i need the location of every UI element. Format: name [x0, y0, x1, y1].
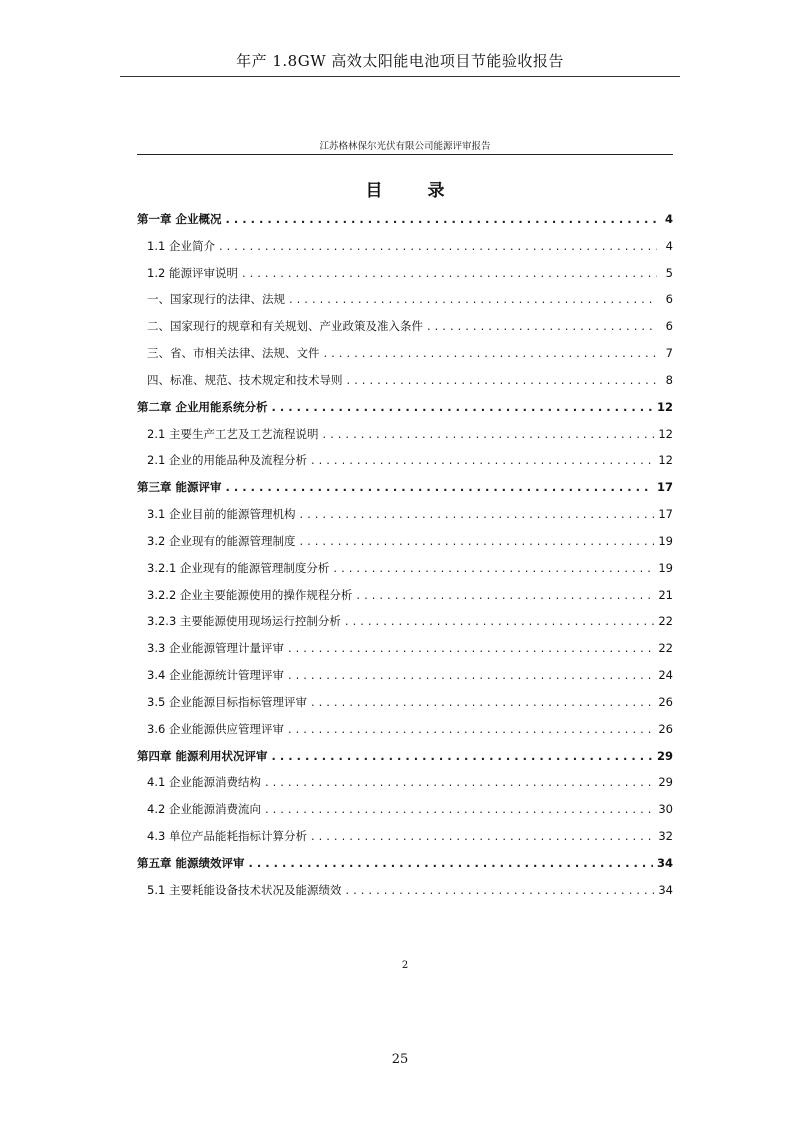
toc-leader-dots: [345, 877, 654, 904]
toc-entry[interactable]: [137, 233, 673, 260]
toc-entry-page: 7: [665, 346, 673, 361]
toc-entry-page: 17: [658, 507, 673, 522]
toc-entry[interactable]: [137, 447, 673, 474]
toc-entry-label: 2.1 主要生产工艺及工艺流程说明: [147, 426, 319, 441]
toc-entry-page: 21: [658, 587, 673, 602]
toc-entry[interactable]: [137, 608, 673, 635]
toc-entry[interactable]: [137, 877, 673, 904]
toc-entry[interactable]: [137, 394, 673, 421]
toc-entry-label: 3.2 企业现有的能源管理制度: [147, 533, 296, 548]
toc-entry-label: 3.1 企业目前的能源管理机构: [147, 507, 296, 522]
toc-leader-dots: [288, 662, 654, 689]
table-of-contents: [137, 206, 673, 904]
toc-entry-label: 4.1 企业能源消费结构: [147, 775, 261, 790]
toc-entry-label: 3.6 企业能源供应管理评审: [147, 721, 284, 736]
toc-entry-label: 第四章 能源利用状况评审: [137, 748, 268, 763]
toc-entry-page: 29: [656, 748, 673, 763]
toc-entry-label: 二、国家现行的规章和有关规划、产业政策及准入条件: [147, 319, 423, 334]
outer-header: 年产 1.8GW 高效太阳能电池项目节能验收报告: [236, 52, 564, 70]
toc-entry[interactable]: [137, 474, 673, 501]
toc-leader-dots: [347, 367, 658, 394]
toc-leader-dots: [311, 689, 654, 716]
toc-entry-label: 1.1 企业简介: [147, 238, 215, 253]
toc-entry-page: 34: [658, 882, 673, 897]
toc-entry[interactable]: [137, 850, 673, 877]
toc-entry[interactable]: [137, 286, 673, 313]
toc-entry[interactable]: [137, 367, 673, 394]
toc-entry-page: 4: [664, 212, 673, 226]
toc-entry-label: 第二章 企业用能系统分析: [137, 399, 268, 414]
toc-entry-label: 三、省、市相关法律、法规、文件: [147, 346, 320, 361]
toc-entry-page: 6: [665, 292, 673, 307]
inner-header-rule: [137, 154, 673, 155]
toc-leader-dots: [219, 233, 657, 260]
toc-entry[interactable]: [137, 340, 673, 367]
toc-entry-label: 第三章 能源评审: [137, 480, 222, 495]
toc-entry-label: 2.1 企业的用能品种及流程分析: [147, 453, 307, 468]
toc-entry-page: 19: [658, 560, 673, 575]
toc-leader-dots: [288, 635, 654, 662]
outer-page-number: 25: [391, 1052, 409, 1067]
toc-leader-dots: [249, 850, 653, 877]
toc-leader-dots: [311, 447, 654, 474]
toc-entry-page: 5: [665, 265, 673, 280]
toc-leader-dots: [299, 528, 654, 555]
toc-entry[interactable]: [137, 501, 673, 528]
toc-leader-dots: [242, 260, 657, 287]
toc-entry-page: 26: [658, 721, 673, 736]
toc-entry-label: 第五章 能源绩效评审: [137, 855, 245, 870]
toc-entry[interactable]: [137, 528, 673, 555]
toc-leader-dots: [333, 555, 654, 582]
toc-entry-label: 四、标准、规范、技术规定和技术导则: [147, 372, 343, 387]
toc-entry-page: 12: [658, 453, 673, 468]
toc-leader-dots: [299, 501, 654, 528]
toc-entry-page: 19: [658, 533, 673, 548]
toc-entry-label: 4.3 单位产品能耗指标计算分析: [147, 829, 307, 844]
toc-entry-label: 4.2 企业能源消费流向: [147, 802, 261, 817]
toc-entry-label: 3.2.2 企业主要能源使用的操作规程分析: [147, 587, 353, 602]
toc-title: 目 录: [365, 181, 459, 201]
toc-entry-label: 一、国家现行的法律、法规: [147, 292, 285, 307]
toc-entry[interactable]: [137, 582, 673, 609]
toc-entry[interactable]: [137, 716, 673, 743]
toc-entry-page: 12: [658, 426, 673, 441]
toc-entry[interactable]: [137, 662, 673, 689]
toc-entry-page: 12: [656, 399, 673, 414]
toc-entry[interactable]: [137, 313, 673, 340]
toc-entry[interactable]: [137, 689, 673, 716]
toc-leader-dots: [356, 582, 654, 609]
toc-entry-page: 29: [658, 775, 673, 790]
toc-entry-page: 6: [665, 319, 673, 334]
toc-entry-label: 5.1 主要耗能设备技术状况及能源绩效: [147, 882, 342, 897]
toc-entry-label: 3.5 企业能源目标指标管理评审: [147, 694, 307, 709]
toc-leader-dots: [311, 823, 654, 850]
toc-entry[interactable]: [137, 206, 673, 233]
toc-leader-dots: [265, 769, 654, 796]
toc-leader-dots: [427, 313, 657, 340]
toc-entry-page: 17: [656, 480, 673, 495]
toc-leader-dots: [289, 286, 657, 313]
outer-header-rule: [120, 76, 680, 77]
toc-entry-page: 8: [665, 372, 673, 387]
toc-entry-page: 32: [658, 829, 673, 844]
inner-header: 江苏格林保尔光伏有限公司能源评审报告: [319, 141, 491, 152]
toc-leader-dots: [226, 474, 653, 501]
toc-entry-page: 30: [658, 802, 673, 817]
inner-page-number: 2: [401, 960, 409, 971]
toc-leader-dots: [272, 743, 653, 770]
toc-entry[interactable]: [137, 421, 673, 448]
toc-leader-dots: [272, 394, 653, 421]
toc-entry[interactable]: [137, 796, 673, 823]
toc-leader-dots: [345, 608, 654, 635]
toc-entry[interactable]: [137, 555, 673, 582]
toc-entry[interactable]: [137, 823, 673, 850]
toc-entry-page: 34: [656, 855, 673, 870]
toc-entry-label: 1.2 能源评审说明: [147, 265, 238, 280]
toc-leader-dots: [265, 796, 654, 823]
toc-leader-dots: [288, 716, 654, 743]
toc-entry[interactable]: [137, 743, 673, 770]
toc-entry[interactable]: [137, 260, 673, 287]
toc-entry-label: 3.2.1 企业现有的能源管理制度分析: [147, 560, 330, 575]
toc-entry-page: 24: [658, 668, 673, 683]
toc-entry-page: 22: [658, 614, 673, 629]
toc-entry-label: 3.2.3 主要能源使用现场运行控制分析: [147, 614, 341, 629]
toc-entry-page: 4: [665, 238, 673, 253]
toc-entry-page: 26: [658, 694, 673, 709]
toc-entry[interactable]: [137, 769, 673, 796]
toc-entry-label: 3.3 企业能源管理计量评审: [147, 641, 284, 656]
toc-leader-dots: [324, 340, 658, 367]
toc-entry-label: 第一章 企业概况: [137, 212, 222, 226]
toc-leader-dots: [226, 206, 657, 233]
toc-entry-label: 3.4 企业能源统计管理评审: [147, 668, 284, 683]
toc-leader-dots: [322, 421, 654, 448]
toc-entry[interactable]: [137, 635, 673, 662]
toc-entry-page: 22: [658, 641, 673, 656]
